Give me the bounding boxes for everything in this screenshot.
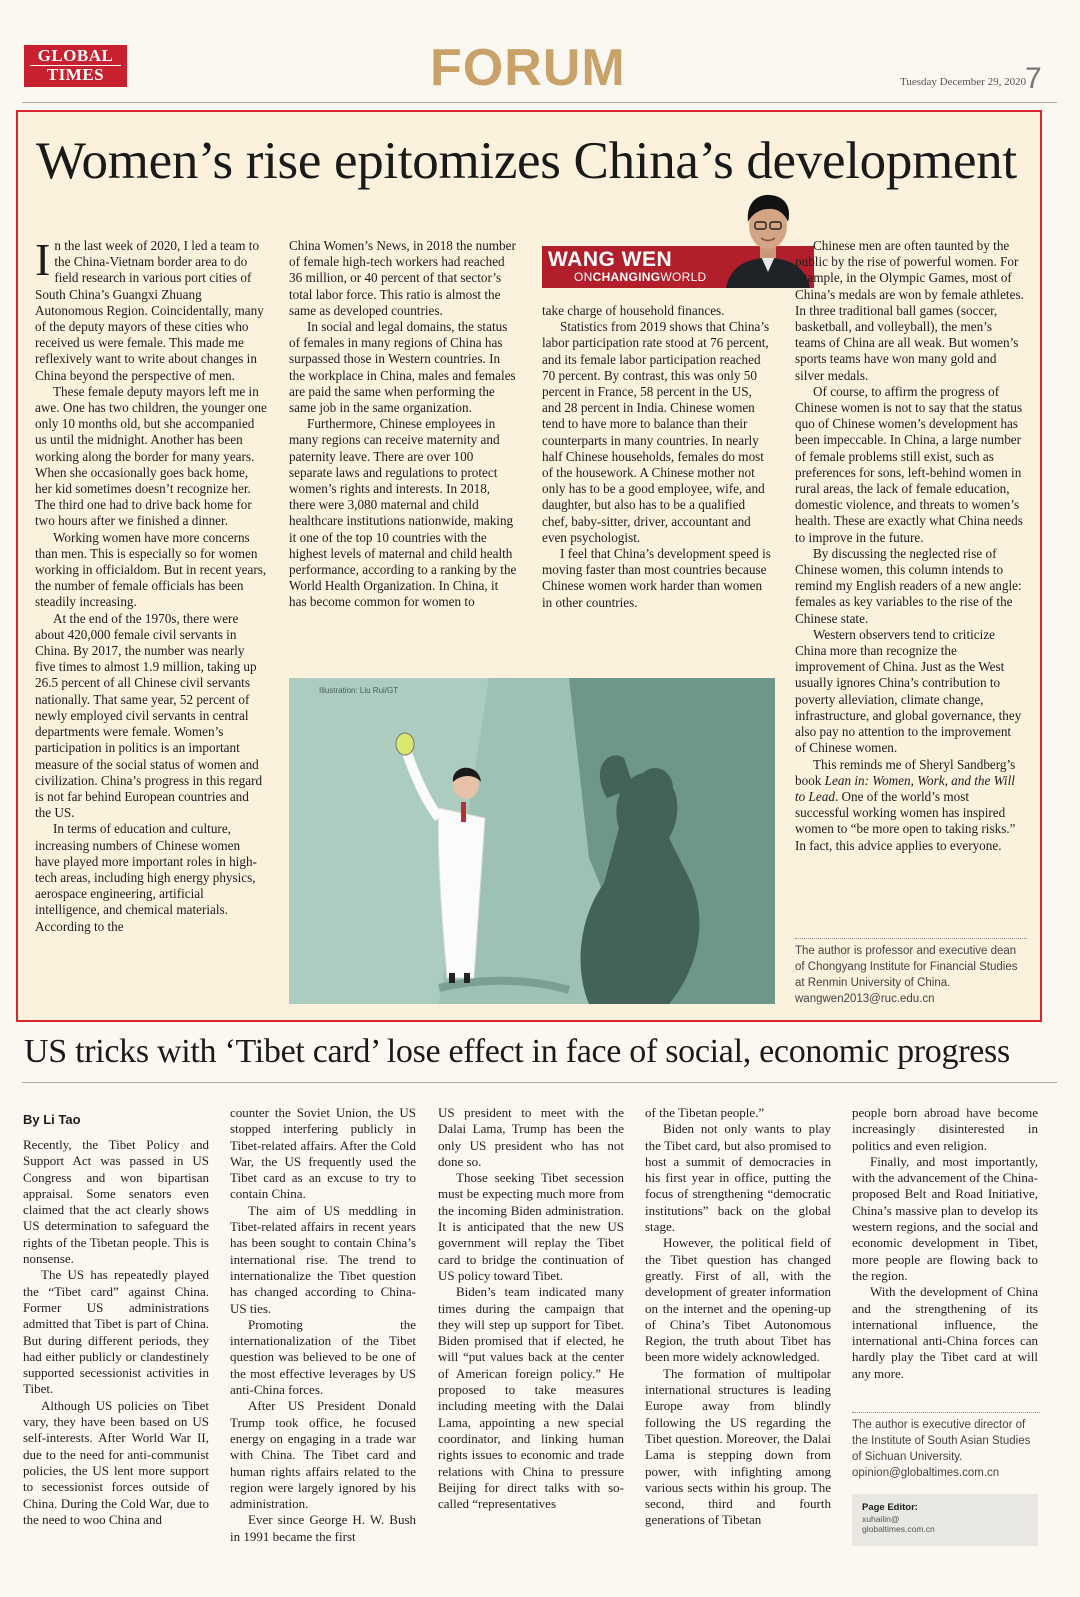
feature-column-3: take charge of household finances. Statistics from 2019 shows that China’s labor participation rate stood at 76 percent, and its female labor participation reached 70 percent. By contrast, this was only 50 percent in France, 58 percent in the US, and 28 percent in India. Chinese women tend to have more to balance than their counterparts in many countries. In nearly half Chinese households, females do most of the housework. A Chinese mother not only has to be a good employee, wife, and daughter, but also has to be a qualified chef, baby-sitter, driver, accountant and even psychologist. I feel that China’s development speed is moving faster than most countries because Chinese women work harder than women in other countries. — [542, 303, 771, 610]
second-headline-rule — [22, 1082, 1057, 1083]
columnist-name: WANG WEN — [548, 248, 673, 271]
page-number: 7 — [1025, 62, 1042, 95]
second-column-5: people born abroad have become increasingly disinterested in politics and even religion. Finally, and most importantly, with the advancement of the China-proposed Belt and Road Initiative, China’s massive plan to develop its western regions, and the social and economic development in Tibet, more people are flowing back to the region. With the development of China and the strengthening of its international influence, the international anti-China forces can hardly play the Tibet card at will any more. — [852, 1105, 1038, 1381]
illustration — [289, 678, 775, 1004]
feature-column-2: China Women’s News, in 2018 the number of female high-tech workers had reached 36 million, or 40 percent of that sector’s total labor force. This ratio is almost the same as developed countries. In social and legal domains, the status of females in many regions of China has surpassed those in Western countries. In the workplace in China, males and females are paid the same when performing the same job in the same organization. Furthermore, Chinese employees in many regions can receive maternity and paternity leave. There are over 100 separate laws and regulations to protect women’s rights and interests. In 2018, there were 3,080 maternal and child healthcare institutions nationwide, making it one of the top 10 countries with the highest levels of maternal and child health performance, according to a ranking by the World Health Organization. In China, it has become common for women to — [289, 238, 517, 610]
second-column-2: counter the Soviet Union, the US stopped interfering publicly in Tibet-related affairs. After the Cold War, the US frequently used the Tibet card as an excuse to try to contain China. The aim of US meddling in Tibet-related affairs in recent years has been sought to contain China’s international rise. The trend to internationalize the Tibet question has changed according to China-US ties. Promoting the internationalization of the Tibet question was believed to be one of the most effective leverages by US anti-China forces. After US President Donald Trump took office, he focused energy on engaging in a trade war with China. The Tibet card and human rights affairs related to the region were largely ignored by his administration. Ever since George H. W. Bush in 1991 became the first — [230, 1105, 416, 1544]
page-editor-box: Page Editor: xuhailin@ globaltimes.com.cn — [852, 1494, 1038, 1546]
feature-column-1: In the last week of 2020, I led a team to the China-Vietnam border area to do field research in various port cities of South China’s Guangxi Zhuang Autonomous Region. Coincidentally, many of the deputy mayors of these cities who received us were female. This made me reflexively want to write about changes in China beyond the perspective of men. These female deputy mayors left me in awe. One has two children, the younger one only 10 months old, but she accompanied us until the midnight. Another has been working along the border for many years. When she occasionally goes back home, her kid sometimes doesn’t recognize her. The third one had to drive back home for two hours after we finished a dinner. Working women have more concerns than men. This is especially so for women working in officialdom. But in recent years, the number of female officials has been steadily increasing. At the end of the 1970s, there were about 420,000 female civil servants in China. By 2017, the number was nearly five times to almost 1.9 million, taking up 26.5 percent of all Chinese civil servants nationally. That same year, 52 percent of newly employed civil servants in central departments were female. Women’s participation in politics is an important measure of the social status of women and civilization. China’s progress in this regard is not far behind European countries and the US. In terms of education and culture, increasing numbers of Chinese women have played more important roles in high-tech areas, including high energy physics, aerospace engineering, artificial intelligence, and chemical materials. According to the — [35, 234, 267, 934]
second-column-3: US president to meet with the Dalai Lama, Trump has been the only US president who has not done so. Those seeking Tibet secession must be expecting much more from the incoming Biden administration. It is anticipated that the new US government will replay the Tibet card to bridge the continuation of US policy toward Tibet. Biden’s team indicated many times during the campaign that they will step up support for Tibet. Biden promised that if elected, he will “put values back at the center of American foreign policy.” He proposed to take measures including meeting with the Dalai Lama, appointing a new special coordinator, and linking human rights issues to economic and trade relations with China to pressure Beijing for direct talks with so-called “representatives — [438, 1105, 624, 1512]
second-author-bio: The author is executive director of the Institute of South Asian Studies of Sichuan University. opinion@globaltimes.com.cn — [852, 1412, 1040, 1481]
author-bio: The author is professor and executive dean of Chongyang Institute for Financial Studies at Renmin University of China. wangwen2013@ruc.edu.cn — [795, 938, 1027, 1007]
illustration-credit: Illustration: Liu Rui/GT — [319, 686, 399, 695]
second-column-4: of the Tibetan people.” Biden not only wants to play the Tibet card, but also promised to host a summit of democracies in his first year in office, putting the focus of strengthening “democratic institutions” back on the global stage. However, the political field of the Tibet question has changed greatly. First of all, with the development of greater information on the internet and the opening-up of China’s Tibet Autonomous Region, the truth about Tibet has been more widely acknowledged. The formation of multipolar international structures is leading Europe away from blindly following the US regarding the Tibet question. Moreover, the Dalai Lama is stepping down from power, with infighting among various sects within his group. The second, third and fourth generations of Tibetan — [645, 1105, 831, 1528]
global-times-logo[interactable]: GLOBAL TIMES — [24, 45, 127, 87]
drop-cap: I — [35, 234, 51, 285]
byline: By Li Tao — [23, 1112, 81, 1127]
section-title: FORUM — [430, 39, 626, 97]
masthead-rule — [22, 102, 1057, 103]
book-title: Lean in: Women, Work, and the Will to Lead — [795, 772, 1015, 804]
second-headline: US tricks with ‘Tibet card’ lose effect in face of social, economic progress — [24, 1033, 1010, 1070]
column-tagline: ONCHANGINGWORLD — [574, 270, 707, 284]
feature-headline: Women’s rise epitomizes China’s development — [36, 132, 1017, 190]
masthead — [0, 0, 1080, 108]
second-column-1: Recently, the Tibet Policy and Support Act was passed in US Congress and won bipartisan appraisal. Some senators even claimed that the act clearly shows US determination to safeguard the rights of the Tibetan people. This is nonsense. The US has repeatedly played the “Tibet card” against China. Former US administrations admitted that Tibet is part of China. But during different periods, they had either publicly or clandestinely supported secessionist activities in Tibet. Although US policies on Tibet vary, they have been based on US self-interests. After World War II, due to the need for anti-communist policies, the US lent more support to secessionist forces outside of China. During the Cold War, due to the need to woo China and — [23, 1137, 209, 1527]
feature-column-4: Chinese men are often taunted by the public by the rise of powerful women. For example, in the Olympic Games, most of China’s medals are won by female athletes. In three traditional ball games (soccer, basketball, and volleyball), the men’s teams of China are all weak. But women’s sports teams have won many gold and silver medals. Of course, to affirm the progress of Chinese women is not to say that the status quo of Chinese women’s development has been impeccable. In China, a large number of female problems still exist, such as preferences for sons, left-behind women in rural areas, the lack of female education, domestic violence, and threats to women’s health. These are exactly what China needs to improve in the future. By discussing the neglected rise of Chinese women, this column intends to remind my English readers of a new angle: females as key variables to the rise of the Chinese state. Western observers tend to criticize China more than recognize the improvement of China. Just as the West usually ignores China’s contribution to poverty alleviation, climate change, infrastructure, and global governance, they also pay no attention to the improvement of Chinese women. This reminds me of Sheryl Sandberg’s book Lean in: Women, Work, and the Will to Lead. One of the world’s most successful working women has inspired women to “be more open to taking risks.” In fact, this advice applies to everyone. — [795, 238, 1024, 853]
scientist-illustration — [289, 678, 775, 1004]
issue-date: Tuesday December 29, 2020 — [900, 76, 1027, 88]
